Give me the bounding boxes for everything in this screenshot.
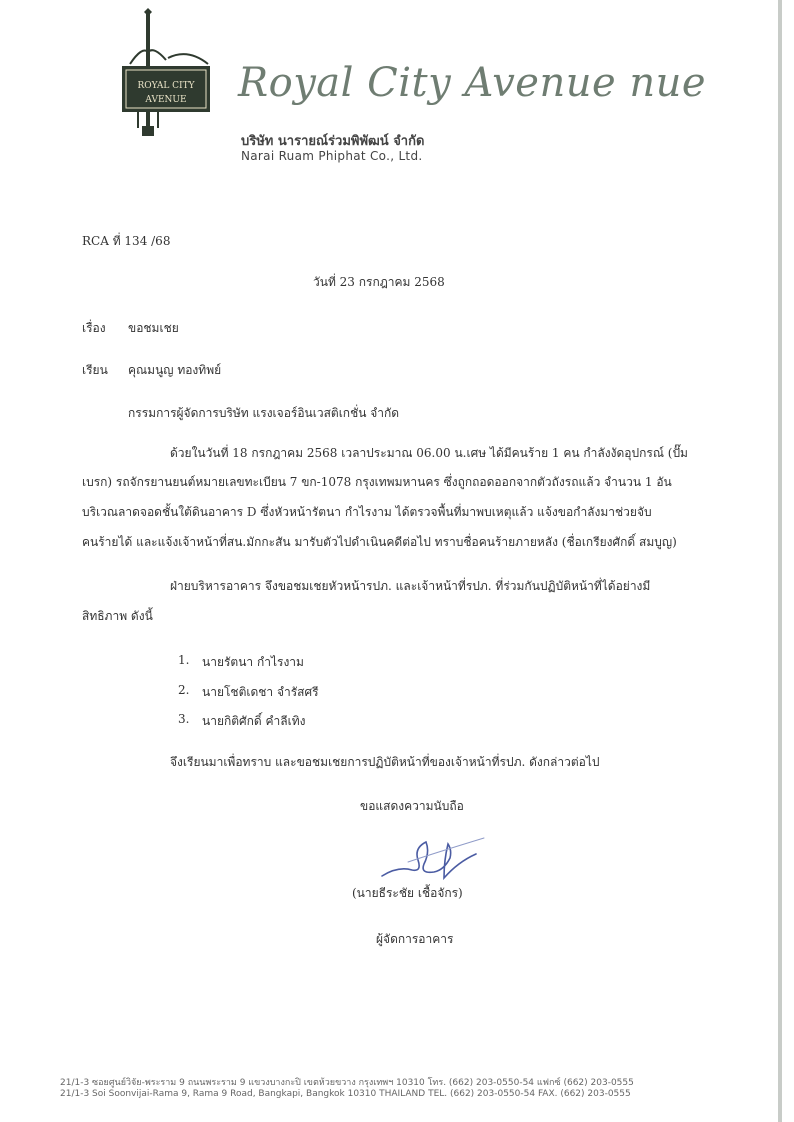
logo-text-line1: ROYAL CITY (137, 81, 195, 91)
logo-text-line2: AVENUE (145, 95, 187, 105)
para1-line: คนร้ายได้ และแจ้งเจ้าหน้าที่สน.มักกะสัน มารับตัวไปดำเนินคดีต่อไป ทราบชื่อคนร้ายภายหลัง (ชื่อเกรียงศักดิ์ สมบูญ) (82, 535, 677, 549)
reference-number: RCA ที่ 134 /68 (82, 234, 171, 248)
company-name-thai: บริษัท นารายณ์ร่วมพิพัฒน์ จำกัด (241, 134, 425, 149)
footer-address-english: 21/1-3 Soi Soonvijai-Rama 9, Rama 9 Road, Bangkapi, Bangkok 10310 THAILAND TEL. (662) 203-0550-54 FAX. (662) 203-0555 (60, 1089, 631, 1099)
list-item-name: นายกิติศักดิ์ คำลีเทิง (202, 714, 306, 728)
closing-paragraph: จึงเรียนมาเพื่อทราบ และขอชมเชยการปฏิบัติหน้าที่ของเจ้าหน้าที่รปภ. ดังกล่าวต่อไป (170, 755, 600, 769)
para2-line: สิทธิภาพ ดังนี้ (82, 609, 153, 623)
royal-city-sign-logo (118, 8, 218, 140)
para1-line: เบรก) รถจักรยานยนต์หมายเลขทะเบียน 7 ขก-1078 กรุงเทพมหานคร ซึ่งถูกถอดออกจากตัวถังรถแล้ว จำนวน 1 อัน (82, 475, 672, 489)
list-item-name: นายโชติเดชา จำรัสศรี (202, 685, 319, 699)
subject-text: ขอชมเชย (128, 321, 179, 335)
signer-name: (นายธีระชัย เชื้อจักร) (352, 886, 463, 900)
recipient-title: กรรมการผู้จัดการบริษัท แรงเจอร์อินเวสติเกชั่น จำกัด (128, 406, 400, 420)
footer-address-thai: 21/1-3 ซอยศูนย์วิจัย-พระราม 9 ถนนพระราม 9 แขวงบางกะปิ เขตห้วยขวาง กรุงเทพฯ 10310 โทร. (662) 203-0550-54 แฟกซ์ (662) 203-0555 (60, 1078, 634, 1088)
subject-label: เรื่อง (82, 321, 106, 335)
list-number: 2. (178, 683, 190, 697)
regards: ขอแสดงความนับถือ (360, 799, 464, 813)
company-name-english: Narai Ruam Phiphat Co., Ltd. (241, 149, 423, 163)
recipient-name: คุณมนูญ ทองทิพย์ (128, 363, 222, 377)
list-number: 3. (178, 712, 190, 726)
para2-line: ฝ่ายบริหารอาคาร จึงขอชมเชยหัวหน้ารปภ. และเจ้าหน้าที่รปภ. ที่ร่วมกันปฏิบัติหน้าที่ได้อย่างมี (170, 579, 651, 593)
list-item-name: นายรัตนา กำไรงาม (202, 655, 304, 669)
letter-date: วันที่ 23 กรกฎาคม 2568 (313, 275, 445, 289)
list-number: 1. (178, 653, 190, 667)
brand-title: Royal City Avenue nue (238, 60, 707, 106)
para1-line: ด้วยในวันที่ 18 กรกฎาคม 2568 เวลาประมาณ 06.00 น.เศษ ได้มีคนร้าย 1 คน กำลังงัดอุปกรณ์ (ปั๊ม (170, 446, 688, 460)
scan-edge-line (778, 0, 782, 1122)
handwritten-signature (378, 832, 488, 884)
signer-title: ผู้จัดการอาคาร (376, 932, 454, 946)
para1-line: บริเวณลาดจอดชั้นใต้ดินอาคาร D ซึ่งหัวหน้ารัตนา กำไรงาม ได้ตรวจพื้นที่มาพบเหตุแล้ว แจ้งขอกำลังมาช่วยจับ (82, 505, 652, 519)
recipient-label: เรียน (82, 363, 108, 377)
